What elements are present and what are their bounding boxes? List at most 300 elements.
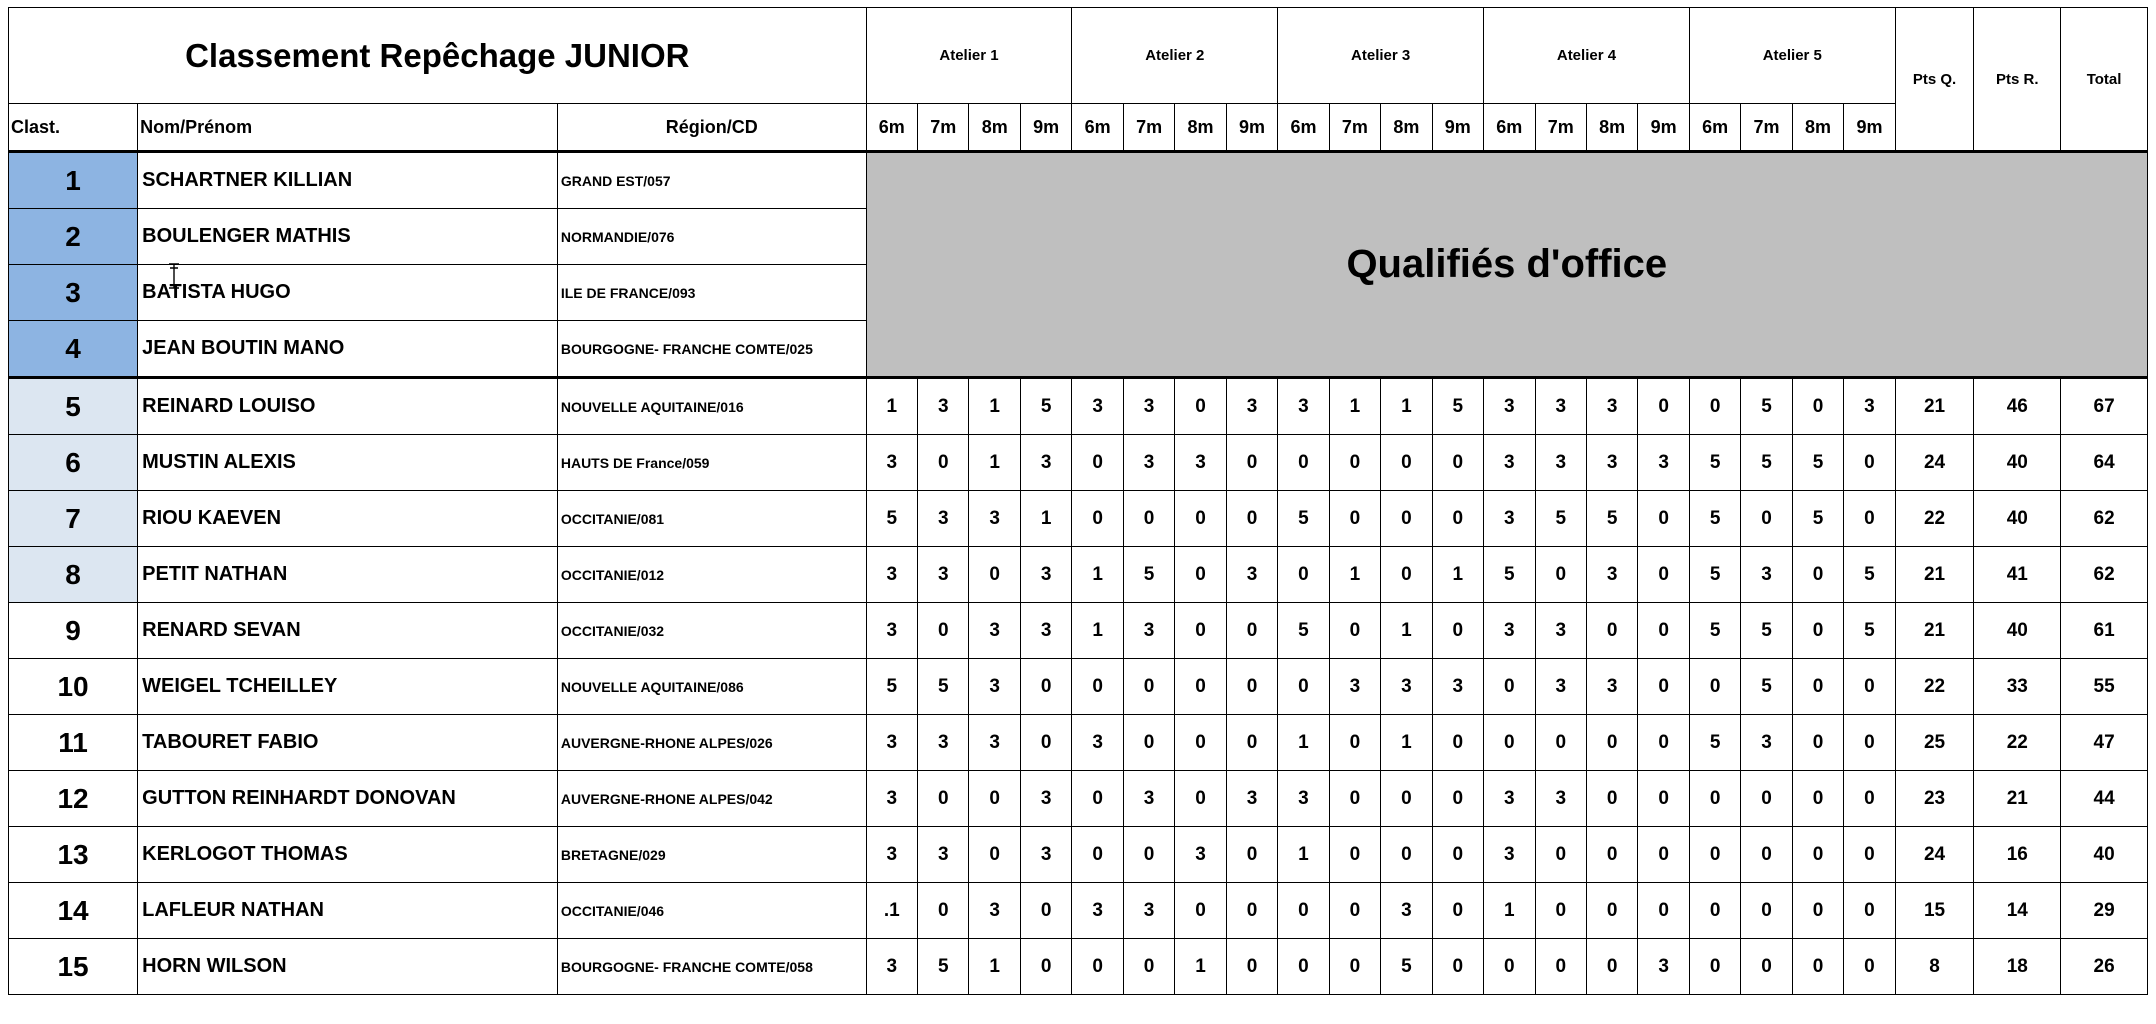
text-cursor-icon [168,263,180,289]
score-cell: 5 [918,659,969,715]
distance-header: 8m [1792,104,1843,152]
region-cell: NOUVELLE AQUITAINE/086 [557,659,866,715]
name-cell: PETIT NATHAN [138,547,558,603]
page-title: Classement Repêchage JUNIOR [9,8,867,104]
score-cell: 0 [1020,883,1071,939]
score-cell: 5 [1689,547,1740,603]
score-cell: 0 [1329,771,1380,827]
score-cell: 5 [1741,378,1792,435]
pts-q-cell: 21 [1895,378,1974,435]
score-cell: 0 [1586,827,1637,883]
score-cell: 3 [969,491,1020,547]
score-cell: 0 [1638,491,1689,547]
score-cell: 0 [1226,659,1277,715]
score-cell: 0 [1226,883,1277,939]
pts-r-cell: 46 [1974,378,2061,435]
score-cell: 5 [1689,603,1740,659]
region-cell: GRAND EST/057 [557,152,866,209]
score-cell: 0 [1792,715,1843,771]
score-cell: 0 [1175,715,1226,771]
name-cell: LAFLEUR NATHAN [138,883,558,939]
score-cell: 0 [1381,547,1432,603]
score-cell: 5 [1741,435,1792,491]
score-cell: 0 [1123,827,1174,883]
score-cell: 0 [1278,435,1329,491]
score-cell: 1 [1381,715,1432,771]
score-cell: 5 [1792,435,1843,491]
score-cell: 0 [1689,827,1740,883]
score-cell: 0 [1844,435,1895,491]
score-cell: 3 [918,547,969,603]
distance-header: 7m [918,104,969,152]
table-row [9,547,2148,603]
pts-r-cell: 18 [1974,939,2061,995]
score-cell: 5 [1278,603,1329,659]
score-cell: 1 [1484,883,1535,939]
score-cell: 5 [918,939,969,995]
name-header: Nom/Prénom [138,104,558,152]
name-cell: RIOU KAEVEN [138,491,558,547]
name-cell: TABOURET FABIO [138,715,558,771]
rank-cell: 15 [9,939,138,995]
score-cell: 0 [1432,435,1483,491]
score-cell: 0 [1586,939,1637,995]
total-cell: 62 [2061,547,2148,603]
score-cell: 0 [1586,883,1637,939]
rank-cell: 9 [9,603,138,659]
score-cell: 3 [1535,378,1586,435]
score-cell: 5 [1535,491,1586,547]
table-row [9,771,2148,827]
rank-cell: 7 [9,491,138,547]
score-cell: 0 [1175,771,1226,827]
score-cell: 0 [918,603,969,659]
table-row [9,939,2148,995]
score-cell: 0 [1381,491,1432,547]
score-cell: 3 [1586,659,1637,715]
ranking-sheet [8,7,2148,1019]
score-cell: 5 [866,491,917,547]
score-cell: 3 [1072,378,1123,435]
rank-cell: 2 [9,209,138,265]
score-cell: 0 [918,883,969,939]
score-cell: 0 [1844,939,1895,995]
score-cell: 0 [1175,378,1226,435]
score-cell: 0 [1535,883,1586,939]
name-cell: MUSTIN ALEXIS [138,435,558,491]
score-cell: 0 [1123,491,1174,547]
score-cell: 0 [1226,435,1277,491]
score-cell: 3 [918,715,969,771]
score-cell: 0 [1638,547,1689,603]
score-cell: 5 [1381,939,1432,995]
score-cell: 3 [969,603,1020,659]
score-cell: 3 [1123,603,1174,659]
score-cell: 3 [1484,771,1535,827]
score-cell: 0 [1741,939,1792,995]
pts-q-cell: 8 [1895,939,1974,995]
score-cell: 0 [1329,603,1380,659]
score-cell: 5 [866,659,917,715]
distance-header: 7m [1741,104,1792,152]
table-row [9,827,2148,883]
table-row [9,603,2148,659]
score-cell: 0 [1072,771,1123,827]
score-cell: 3 [1535,659,1586,715]
atelier-header: Atelier 4 [1484,8,1690,104]
distance-header: 9m [1432,104,1483,152]
pts-q-cell: 25 [1895,715,1974,771]
score-cell: 0 [1175,659,1226,715]
score-cell: 0 [1329,883,1380,939]
name-cell: BATISTA HUGO [138,265,558,321]
score-cell: 0 [1072,491,1123,547]
distance-header: 7m [1535,104,1586,152]
score-cell: 0 [1741,771,1792,827]
distance-header: 9m [1844,104,1895,152]
score-cell: 5 [1844,603,1895,659]
score-cell: 0 [1792,378,1843,435]
score-cell: 0 [1226,715,1277,771]
rank-header: Clast. [9,104,138,152]
score-cell: 3 [1020,827,1071,883]
score-cell: 3 [1484,491,1535,547]
score-cell: 3 [1484,435,1535,491]
score-cell: 0 [1844,883,1895,939]
pts-q-cell: 24 [1895,827,1974,883]
total-cell: 40 [2061,827,2148,883]
score-cell: 3 [969,659,1020,715]
score-cell: 3 [1381,883,1432,939]
name-cell: WEIGEL TCHEILLEY [138,659,558,715]
region-cell: OCCITANIE/012 [557,547,866,603]
score-cell: 3 [1586,378,1637,435]
score-cell: 0 [1689,378,1740,435]
score-cell: 0 [1689,771,1740,827]
score-cell: 3 [1535,435,1586,491]
table-row [9,152,2148,209]
score-cell: 3 [1329,659,1380,715]
score-cell: 0 [1844,715,1895,771]
rank-cell: 5 [9,378,138,435]
atelier-header: Atelier 5 [1689,8,1895,104]
score-cell: 0 [1432,883,1483,939]
region-cell: AUVERGNE-RHONE ALPES/026 [557,715,866,771]
score-cell: 0 [1329,435,1380,491]
score-cell: 3 [866,603,917,659]
score-cell: 3 [1123,883,1174,939]
score-cell: 0 [1329,491,1380,547]
score-cell: 5 [1123,547,1174,603]
score-cell: 5 [1844,547,1895,603]
score-cell: 3 [1535,771,1586,827]
region-cell: HAUTS DE France/059 [557,435,866,491]
total-cell: 62 [2061,491,2148,547]
score-cell: 0 [1226,827,1277,883]
total-cell: 67 [2061,378,2148,435]
score-cell: 0 [1844,827,1895,883]
distance-header: 8m [1381,104,1432,152]
score-cell: 3 [1175,435,1226,491]
score-cell: 3 [1123,435,1174,491]
region-header: Région/CD [557,104,866,152]
score-cell: 0 [1638,378,1689,435]
score-cell: 0 [918,771,969,827]
score-cell: 0 [1741,491,1792,547]
score-cell: 1 [1278,715,1329,771]
score-cell: 1 [1432,547,1483,603]
region-cell: ILE DE FRANCE/093 [557,265,866,321]
score-cell: 0 [1484,715,1535,771]
score-cell: 0 [1175,491,1226,547]
score-cell: 3 [918,827,969,883]
score-cell: 5 [1741,603,1792,659]
atelier-header: Atelier 3 [1278,8,1484,104]
score-cell: 3 [1741,715,1792,771]
score-cell: 0 [1432,715,1483,771]
score-cell: 3 [866,827,917,883]
score-cell: 0 [969,547,1020,603]
score-cell: 1 [1381,378,1432,435]
score-cell: 0 [1123,715,1174,771]
score-cell: 0 [1278,659,1329,715]
score-cell: 0 [1072,939,1123,995]
pts-r-cell: 14 [1974,883,2061,939]
score-cell: 0 [1792,659,1843,715]
pts-q-cell: 22 [1895,659,1974,715]
pts-q-header: Pts Q. [1895,8,1974,152]
score-cell: 3 [1226,378,1277,435]
score-cell: 0 [1432,491,1483,547]
score-cell: 1 [1329,378,1380,435]
table-row [9,435,2148,491]
table-row [9,883,2148,939]
pts-r-cell: 40 [1974,603,2061,659]
score-cell: 0 [1226,939,1277,995]
score-cell: 0 [1638,659,1689,715]
score-cell: 3 [866,771,917,827]
score-cell: 0 [1638,771,1689,827]
score-cell: 3 [1072,715,1123,771]
score-cell: 3 [1278,378,1329,435]
score-cell: 0 [1020,659,1071,715]
score-cell: 0 [1123,659,1174,715]
total-cell: 55 [2061,659,2148,715]
pts-r-cell: 16 [1974,827,2061,883]
score-cell: 0 [1844,491,1895,547]
score-cell: 5 [1432,378,1483,435]
distance-header: 6m [1072,104,1123,152]
score-cell: 5 [1689,435,1740,491]
score-cell: 0 [1484,659,1535,715]
total-cell: 47 [2061,715,2148,771]
score-cell: 3 [1020,547,1071,603]
score-cell: 0 [1689,939,1740,995]
score-cell: 0 [1072,659,1123,715]
region-cell: AUVERGNE-RHONE ALPES/042 [557,771,866,827]
score-cell: 3 [866,715,917,771]
rank-cell: 3 [9,265,138,321]
distance-header: 9m [1638,104,1689,152]
score-cell: 0 [1432,827,1483,883]
score-cell: 0 [1844,659,1895,715]
atelier-header: Atelier 2 [1072,8,1278,104]
region-cell: BRETAGNE/029 [557,827,866,883]
score-cell: 0 [1175,603,1226,659]
score-cell: 0 [1381,771,1432,827]
score-cell: 1 [1175,939,1226,995]
region-cell: OCCITANIE/081 [557,491,866,547]
score-cell: 0 [1278,883,1329,939]
pts-r-cell: 40 [1974,435,2061,491]
name-cell: BOULENGER MATHIS [138,209,558,265]
region-cell: OCCITANIE/032 [557,603,866,659]
score-cell: 0 [1329,827,1380,883]
name-cell: HORN WILSON [138,939,558,995]
table-row [9,491,2148,547]
rank-cell: 13 [9,827,138,883]
score-cell: 0 [1381,435,1432,491]
total-cell: 29 [2061,883,2148,939]
score-cell: 0 [1586,603,1637,659]
score-cell: 0 [1484,939,1535,995]
table-row [9,659,2148,715]
score-cell: 0 [1792,771,1843,827]
distance-header: 9m [1226,104,1277,152]
score-cell: 1 [969,378,1020,435]
score-cell: 0 [1638,827,1689,883]
score-cell: 0 [1792,939,1843,995]
score-cell: 0 [1638,603,1689,659]
score-cell: 0 [1020,939,1071,995]
atelier-header: Atelier 1 [866,8,1072,104]
pts-q-cell: 15 [1895,883,1974,939]
score-cell: 1 [866,378,917,435]
score-cell: 3 [918,491,969,547]
score-cell: 3 [1484,603,1535,659]
score-cell: 0 [1792,603,1843,659]
score-cell: 1 [1072,603,1123,659]
score-cell: 0 [1741,883,1792,939]
score-cell: 3 [969,883,1020,939]
score-cell: 3 [1072,883,1123,939]
score-cell: 3 [1381,659,1432,715]
score-cell: 0 [1175,547,1226,603]
score-cell: 5 [1741,659,1792,715]
rank-cell: 10 [9,659,138,715]
pts-r-cell: 21 [1974,771,2061,827]
distance-header: 6m [1278,104,1329,152]
score-cell: 0 [1175,883,1226,939]
table-row [9,378,2148,435]
distance-header: 6m [866,104,917,152]
header-row-top [9,8,2148,104]
score-cell: 3 [969,715,1020,771]
distance-header: 8m [969,104,1020,152]
score-cell: 0 [1792,883,1843,939]
region-cell: BOURGOGNE- FRANCHE COMTE/058 [557,939,866,995]
score-cell: 3 [1226,771,1277,827]
rank-cell: 4 [9,321,138,378]
total-cell: 61 [2061,603,2148,659]
score-cell: 1 [1072,547,1123,603]
table-row [9,715,2148,771]
score-cell: 3 [1741,547,1792,603]
score-cell: 5 [1020,378,1071,435]
score-cell: 3 [1123,771,1174,827]
region-cell: BOURGOGNE- FRANCHE COMTE/025 [557,321,866,378]
score-cell: 3 [1844,378,1895,435]
distance-header: 6m [1689,104,1740,152]
score-cell: 3 [866,547,917,603]
score-cell: 0 [1586,771,1637,827]
rank-cell: 11 [9,715,138,771]
ranking-table [8,7,2148,995]
score-cell: 0 [1020,715,1071,771]
score-cell: 0 [1535,715,1586,771]
pts-r-cell: 22 [1974,715,2061,771]
score-cell: 0 [1535,827,1586,883]
score-cell: 0 [1329,939,1380,995]
score-cell: 5 [1689,715,1740,771]
score-cell: 0 [1638,715,1689,771]
score-cell: 5 [1689,491,1740,547]
pts-q-cell: 23 [1895,771,1974,827]
header-row-sub [9,104,2148,152]
score-cell: 0 [1792,547,1843,603]
score-cell: 0 [1638,883,1689,939]
region-cell: OCCITANIE/046 [557,883,866,939]
total-cell: 44 [2061,771,2148,827]
distance-header: 6m [1484,104,1535,152]
score-cell: 3 [1586,435,1637,491]
total-cell: 64 [2061,435,2148,491]
score-cell: 1 [1329,547,1380,603]
score-cell: 3 [1123,378,1174,435]
score-cell: 5 [1484,547,1535,603]
total-header: Total [2061,8,2148,152]
pts-r-cell: 33 [1974,659,2061,715]
region-cell: NORMANDIE/076 [557,209,866,265]
score-cell: 0 [1432,939,1483,995]
distance-header: 7m [1329,104,1380,152]
score-cell: 0 [1586,715,1637,771]
qualified-banner: Qualifiés d'office [866,152,2147,378]
score-cell: 3 [866,939,917,995]
score-cell: 3 [866,435,917,491]
score-cell: 0 [1689,659,1740,715]
rank-cell: 12 [9,771,138,827]
score-cell: 3 [918,378,969,435]
score-cell: 0 [1535,547,1586,603]
score-cell: 3 [1020,603,1071,659]
score-cell: 0 [969,771,1020,827]
score-cell: 3 [1484,378,1535,435]
score-cell: 0 [1432,603,1483,659]
score-cell: 3 [1638,435,1689,491]
region-cell: NOUVELLE AQUITAINE/016 [557,378,866,435]
rank-cell: 8 [9,547,138,603]
score-cell: 5 [1586,491,1637,547]
name-cell: JEAN BOUTIN MANO [138,321,558,378]
score-cell: 0 [1226,603,1277,659]
score-cell: 3 [1432,659,1483,715]
score-cell: 3 [1586,547,1637,603]
score-cell: 5 [1792,491,1843,547]
score-cell: 1 [1020,491,1071,547]
score-cell: 0 [1278,547,1329,603]
total-cell: 26 [2061,939,2148,995]
